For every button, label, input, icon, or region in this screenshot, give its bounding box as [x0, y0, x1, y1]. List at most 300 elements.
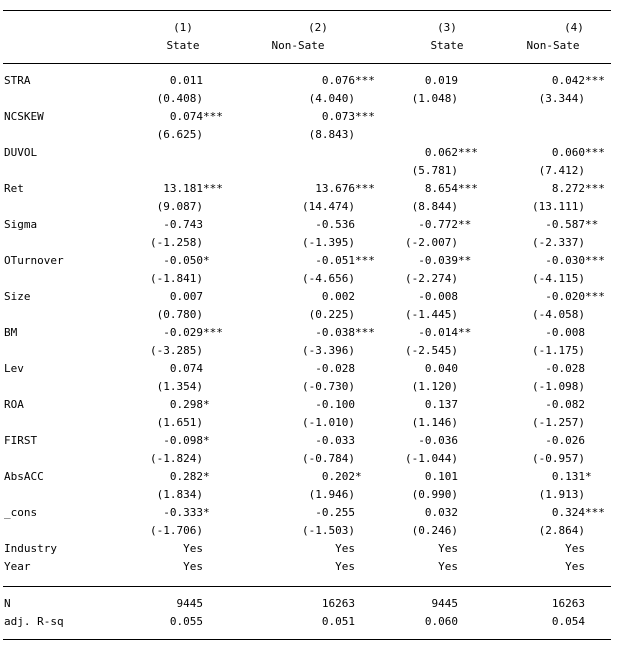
tstat-cell-value: (5.781): [411, 164, 458, 177]
coef-cell: [508, 468, 626, 486]
tstat-cell-value: (1.120): [411, 380, 458, 393]
tstat-cell: [250, 306, 368, 324]
coef-cell: [126, 468, 236, 486]
coef-cell: [382, 108, 500, 126]
tstat-cell: [126, 450, 236, 468]
tstat-cell: [382, 378, 500, 396]
tstat-cell: [508, 522, 626, 540]
fe-cell: [382, 558, 500, 576]
coef-cell: [126, 360, 236, 378]
row-label: Ret: [4, 182, 24, 195]
tstat-cell-value: (-4.656): [302, 272, 355, 285]
coef-cell-value: 0.298: [169, 398, 203, 411]
coef-cell: [382, 252, 500, 270]
tstat-cell: [382, 522, 500, 540]
col-1-number: (1): [173, 21, 193, 34]
coef-cell: [382, 468, 500, 486]
tstat-cell: [382, 234, 500, 252]
coef-cell: [508, 432, 626, 450]
table-row: [0, 468, 626, 486]
fe-cell-value: Yes: [565, 542, 585, 555]
coef-cell: [382, 72, 500, 90]
tstat-cell: [126, 306, 236, 324]
bottom-rule: [3, 639, 611, 640]
tstat-cell-value: (-1.445): [405, 308, 458, 321]
row-label: DUVOL: [4, 146, 38, 159]
coef-cell-value: -0.051: [315, 254, 355, 267]
row-label: Sigma: [4, 218, 38, 231]
coef-cell-value: 0.324: [551, 506, 585, 519]
coef-cell: [382, 288, 500, 306]
coef-cell-value: 8.654: [424, 182, 458, 195]
tstat-cell: [382, 306, 500, 324]
coef-cell-value: 0.032: [424, 506, 458, 519]
stat-cell: [250, 613, 368, 631]
coef-cell: [382, 180, 500, 198]
stats-rule: [3, 586, 611, 587]
tstat-cell-value: (0.780): [156, 308, 203, 321]
coef-cell-value: 0.282: [169, 470, 203, 483]
coef-cell: [382, 360, 500, 378]
tstat-cell: [508, 486, 626, 504]
fe-cell-value: Yes: [565, 560, 585, 573]
tstat-cell-value: (-2.337): [532, 236, 585, 249]
tstat-cell-value: (13.111): [532, 200, 585, 213]
coef-cell-value: -0.033: [315, 434, 355, 447]
tstat-cell-value: (0.246): [411, 524, 458, 537]
stat-cell-value: 16263: [321, 597, 355, 610]
stat-cell: [126, 595, 236, 613]
tstat-cell: [250, 126, 368, 144]
row-label: FIRST: [4, 434, 38, 447]
coef-cell-stars: ***: [585, 182, 605, 195]
tstat-cell: [508, 378, 626, 396]
tstat-cell-value: (14.474): [302, 200, 355, 213]
coef-cell-stars: ***: [203, 326, 223, 339]
tstat-cell: [382, 126, 500, 144]
tstat-cell: [126, 90, 236, 108]
row-label: N: [4, 597, 11, 610]
coef-cell-stars: *: [355, 470, 362, 483]
fe-cell: [508, 540, 626, 558]
coef-cell-stars: ***: [355, 254, 375, 267]
tstat-cell: [508, 450, 626, 468]
table-row: [0, 288, 626, 306]
coef-cell-value: -0.743: [163, 218, 203, 231]
table-row-tstat: [0, 234, 626, 252]
coef-cell: [126, 504, 236, 522]
col-4-name: Non-Sate: [526, 39, 580, 52]
fe-cell: [126, 540, 236, 558]
tstat-cell-value: (1.651): [156, 416, 203, 429]
table-row-tstat: [0, 126, 626, 144]
coef-cell: [382, 144, 500, 162]
coef-cell-stars: *: [203, 470, 210, 483]
col-2-number: (2): [308, 21, 328, 34]
coef-cell-stars: *: [203, 506, 210, 519]
row-label: _cons: [4, 506, 38, 519]
stat-cell: [508, 613, 626, 631]
tstat-cell: [250, 270, 368, 288]
coef-cell-stars: *: [203, 434, 210, 447]
coef-cell: [250, 72, 375, 90]
tstat-cell-value: (1.913): [538, 488, 585, 501]
coef-cell: [250, 504, 368, 522]
coef-cell: [250, 108, 375, 126]
table-row-tstat: [0, 450, 626, 468]
col-3-number: (3): [437, 21, 457, 34]
table-row-tstat: [0, 522, 626, 540]
coef-cell-value: -0.333: [163, 506, 203, 519]
coef-cell-stars: ***: [355, 182, 375, 195]
tstat-cell-value: (0.990): [411, 488, 458, 501]
coef-cell-stars: ***: [355, 110, 375, 123]
tstat-cell: [382, 162, 500, 180]
fe-cell-value: Yes: [183, 560, 203, 573]
fe-cell-value: Yes: [335, 542, 355, 555]
row-label: Industry: [4, 542, 57, 555]
coef-cell-value: 0.011: [169, 74, 203, 87]
coef-cell: [382, 396, 500, 414]
coef-cell: [508, 324, 626, 342]
coef-cell: [508, 288, 626, 306]
coef-cell-stars: ***: [458, 146, 478, 159]
col-4-number: (4): [564, 21, 584, 34]
tstat-cell-value: (-1.706): [150, 524, 203, 537]
row-label: Year: [4, 560, 31, 573]
coef-cell: [126, 144, 236, 162]
coef-cell: [250, 288, 368, 306]
coef-cell-value: -0.028: [315, 362, 355, 375]
tstat-cell-value: (1.354): [156, 380, 203, 393]
coef-cell-value: 13.181: [163, 182, 203, 195]
tstat-cell-value: (1.946): [308, 488, 355, 501]
row-label: NCSKEW: [4, 110, 44, 123]
coef-cell-stars: *: [203, 398, 210, 411]
tstat-cell-value: (-1.257): [532, 416, 585, 429]
coef-cell-stars: **: [585, 218, 599, 231]
tstat-cell-value: (-4.115): [532, 272, 585, 285]
table-row: [0, 432, 626, 450]
coef-cell-stars: ***: [458, 182, 478, 195]
tstat-cell: [382, 450, 500, 468]
stat-cell: [382, 613, 500, 631]
row-label: adj. R-sq: [4, 615, 64, 628]
table-row: [0, 504, 626, 522]
coef-cell: [382, 216, 500, 234]
col-2-name: Non-Sate: [271, 39, 325, 52]
fe-cell: [126, 558, 236, 576]
table-row-stat: [0, 613, 626, 631]
tstat-cell-value: (0.408): [156, 92, 203, 105]
coef-cell-value: -0.255: [315, 506, 355, 519]
coef-cell: [382, 432, 500, 450]
coef-cell: [126, 180, 236, 198]
coef-cell-value: -0.050: [163, 254, 203, 267]
table-row-tstat: [0, 306, 626, 324]
coef-cell-value: -0.587: [545, 218, 585, 231]
tstat-cell: [508, 270, 626, 288]
coef-cell: [250, 144, 368, 162]
coef-cell: [250, 396, 368, 414]
tstat-cell-value: (-0.730): [302, 380, 355, 393]
coef-cell-value: -0.039: [418, 254, 458, 267]
coef-cell-stars: ***: [355, 326, 375, 339]
coef-cell-value: 0.073: [321, 110, 355, 123]
table-row-tstat: [0, 342, 626, 360]
coef-cell-value: 0.007: [169, 290, 203, 303]
tstat-cell: [126, 414, 236, 432]
tstat-cell-value: (-2.545): [405, 344, 458, 357]
stat-cell-value: 9445: [431, 597, 458, 610]
row-label: OTurnover: [4, 254, 64, 267]
tstat-cell-value: (1.048): [411, 92, 458, 105]
coef-cell-value: 0.060: [551, 146, 585, 159]
table-row: [0, 360, 626, 378]
coef-cell-stars: ***: [203, 110, 223, 123]
tstat-cell-value: (-2.007): [405, 236, 458, 249]
table-row-tstat: [0, 486, 626, 504]
tstat-cell: [250, 90, 368, 108]
coef-cell-value: 0.076: [321, 74, 355, 87]
table-row: [0, 144, 626, 162]
table-row: [0, 396, 626, 414]
coef-cell-value: 0.074: [169, 110, 203, 123]
coef-cell-value: -0.536: [315, 218, 355, 231]
tstat-cell-value: (-1.395): [302, 236, 355, 249]
tstat-cell: [126, 270, 236, 288]
coef-cell-stars: ***: [585, 146, 605, 159]
table-row: [0, 108, 626, 126]
stat-cell: [382, 595, 500, 613]
tstat-cell: [126, 378, 236, 396]
coef-cell-value: -0.038: [315, 326, 355, 339]
table-row-fixed-effect: [0, 558, 626, 576]
table-row: [0, 252, 626, 270]
tstat-cell: [126, 522, 236, 540]
coef-cell-value: -0.028: [545, 362, 585, 375]
coef-cell-value: 0.202: [321, 470, 355, 483]
tstat-cell-value: (-0.784): [302, 452, 355, 465]
coef-cell-value: 0.074: [169, 362, 203, 375]
tstat-cell: [126, 234, 236, 252]
tstat-cell: [508, 90, 626, 108]
tstat-cell-value: (8.843): [308, 128, 355, 141]
table-row-tstat: [0, 414, 626, 432]
coef-cell: [126, 72, 236, 90]
coef-cell: [250, 468, 368, 486]
tstat-cell: [382, 270, 500, 288]
fe-cell: [250, 558, 368, 576]
table-row-fixed-effect: [0, 540, 626, 558]
coef-cell-stars: **: [458, 218, 472, 231]
tstat-cell: [250, 378, 368, 396]
coef-cell-value: 0.042: [551, 74, 585, 87]
tstat-cell-value: (-1.258): [150, 236, 203, 249]
coef-cell: [126, 288, 236, 306]
coef-cell-stars: ***: [585, 74, 605, 87]
coef-cell: [250, 252, 375, 270]
stat-cell: [250, 595, 368, 613]
tstat-cell-value: (6.625): [156, 128, 203, 141]
coef-cell: [250, 324, 375, 342]
coef-cell-value: -0.772: [418, 218, 458, 231]
coef-cell-value: 0.040: [424, 362, 458, 375]
table-row: [0, 324, 626, 342]
tstat-cell: [250, 234, 368, 252]
tstat-cell: [508, 126, 626, 144]
row-label: BM: [4, 326, 18, 339]
fe-cell-value: Yes: [335, 560, 355, 573]
coef-cell-value: -0.029: [163, 326, 203, 339]
row-label: Lev: [4, 362, 24, 375]
coef-cell-value: -0.014: [418, 326, 458, 339]
top-rule: [3, 10, 611, 11]
coef-cell-value: 0.019: [424, 74, 458, 87]
table-row-tstat: [0, 162, 626, 180]
tstat-cell: [382, 342, 500, 360]
tstat-cell-value: (0.225): [308, 308, 355, 321]
table-row-stat: [0, 595, 626, 613]
coef-cell-value: -0.082: [545, 398, 585, 411]
tstat-cell: [126, 342, 236, 360]
stat-cell-value: 0.051: [321, 615, 355, 628]
coef-cell: [250, 360, 368, 378]
tstat-cell: [126, 198, 236, 216]
tstat-cell: [508, 234, 626, 252]
tstat-cell: [382, 90, 500, 108]
tstat-cell-value: (9.087): [156, 200, 203, 213]
coef-cell-stars: **: [458, 326, 472, 339]
coef-cell: [382, 504, 500, 522]
tstat-cell-value: (-1.010): [302, 416, 355, 429]
coef-cell-value: -0.036: [418, 434, 458, 447]
tstat-cell: [508, 342, 626, 360]
coef-cell-value: 0.101: [424, 470, 458, 483]
tstat-cell-value: (7.412): [538, 164, 585, 177]
table-row: [0, 72, 626, 90]
tstat-cell-value: (8.844): [411, 200, 458, 213]
coef-cell: [126, 216, 236, 234]
fe-cell-value: Yes: [183, 542, 203, 555]
tstat-cell: [382, 198, 500, 216]
stat-cell-value: 0.054: [551, 615, 585, 628]
tstat-cell: [126, 162, 236, 180]
tstat-cell: [250, 342, 368, 360]
stat-cell-value: 9445: [176, 597, 203, 610]
coef-cell: [508, 72, 626, 90]
tstat-cell-value: (2.864): [538, 524, 585, 537]
tstat-cell: [508, 162, 626, 180]
tstat-cell-value: (-3.285): [150, 344, 203, 357]
stat-cell-value: 16263: [551, 597, 585, 610]
coef-cell-value: 0.137: [424, 398, 458, 411]
coef-cell: [126, 324, 236, 342]
tstat-cell: [250, 450, 368, 468]
col-3-name: State: [430, 39, 464, 52]
tstat-cell: [508, 198, 626, 216]
fe-cell: [382, 540, 500, 558]
coef-cell: [250, 432, 368, 450]
tstat-cell-value: (-3.396): [302, 344, 355, 357]
coef-cell-stars: ***: [355, 74, 375, 87]
coef-cell: [508, 360, 626, 378]
coef-cell-stars: *: [585, 470, 592, 483]
tstat-cell: [508, 414, 626, 432]
coef-cell: [126, 432, 236, 450]
coef-cell-value: -0.008: [418, 290, 458, 303]
row-label: ROA: [4, 398, 24, 411]
coef-cell: [126, 108, 236, 126]
row-label: AbsACC: [4, 470, 44, 483]
tstat-cell-value: (4.040): [308, 92, 355, 105]
coef-cell-stars: **: [458, 254, 472, 267]
tstat-cell-value: (-2.274): [405, 272, 458, 285]
tstat-cell-value: (-0.957): [532, 452, 585, 465]
tstat-cell: [126, 486, 236, 504]
tstat-cell-value: (-4.058): [532, 308, 585, 321]
coef-cell-stars: *: [203, 254, 210, 267]
coef-cell: [508, 180, 626, 198]
table-row-tstat: [0, 270, 626, 288]
coef-cell: [250, 216, 368, 234]
fe-cell-value: Yes: [438, 542, 458, 555]
fe-cell: [250, 540, 368, 558]
coef-cell-value: -0.098: [163, 434, 203, 447]
stat-cell: [126, 613, 236, 631]
coef-cell-value: 0.131: [551, 470, 585, 483]
coef-cell-value: -0.100: [315, 398, 355, 411]
col-1-name: State: [166, 39, 200, 52]
tstat-cell: [250, 486, 368, 504]
fe-cell-value: Yes: [438, 560, 458, 573]
coef-cell: [508, 504, 626, 522]
row-label: Size: [4, 290, 31, 303]
tstat-cell-value: (-1.841): [150, 272, 203, 285]
coef-cell: [508, 144, 626, 162]
coef-cell-value: 13.676: [315, 182, 355, 195]
tstat-cell-value: (-1.175): [532, 344, 585, 357]
tstat-cell-value: (-1.824): [150, 452, 203, 465]
tstat-cell: [126, 126, 236, 144]
table-row-tstat: [0, 90, 626, 108]
coef-cell: [250, 180, 375, 198]
coef-cell-value: -0.020: [545, 290, 585, 303]
tstat-cell: [250, 414, 368, 432]
tstat-cell-value: (1.834): [156, 488, 203, 501]
table-row-tstat: [0, 198, 626, 216]
coef-cell-value: 0.002: [321, 290, 355, 303]
tstat-cell-value: (-1.098): [532, 380, 585, 393]
coef-cell-stars: ***: [585, 254, 605, 267]
coef-cell-value: -0.026: [545, 434, 585, 447]
coef-cell: [508, 216, 626, 234]
coef-cell-value: 8.272: [551, 182, 585, 195]
coef-cell: [126, 252, 236, 270]
tstat-cell: [250, 162, 368, 180]
table-row: [0, 216, 626, 234]
fe-cell: [508, 558, 626, 576]
tstat-cell-value: (-1.503): [302, 524, 355, 537]
row-label: STRA: [4, 74, 31, 87]
coef-cell: [508, 252, 626, 270]
stat-cell: [508, 595, 626, 613]
stat-cell-value: 0.060: [424, 615, 458, 628]
coef-cell-value: -0.008: [545, 326, 585, 339]
coef-cell-stars: ***: [585, 290, 605, 303]
coef-cell-value: 0.062: [424, 146, 458, 159]
coef-cell: [508, 108, 626, 126]
